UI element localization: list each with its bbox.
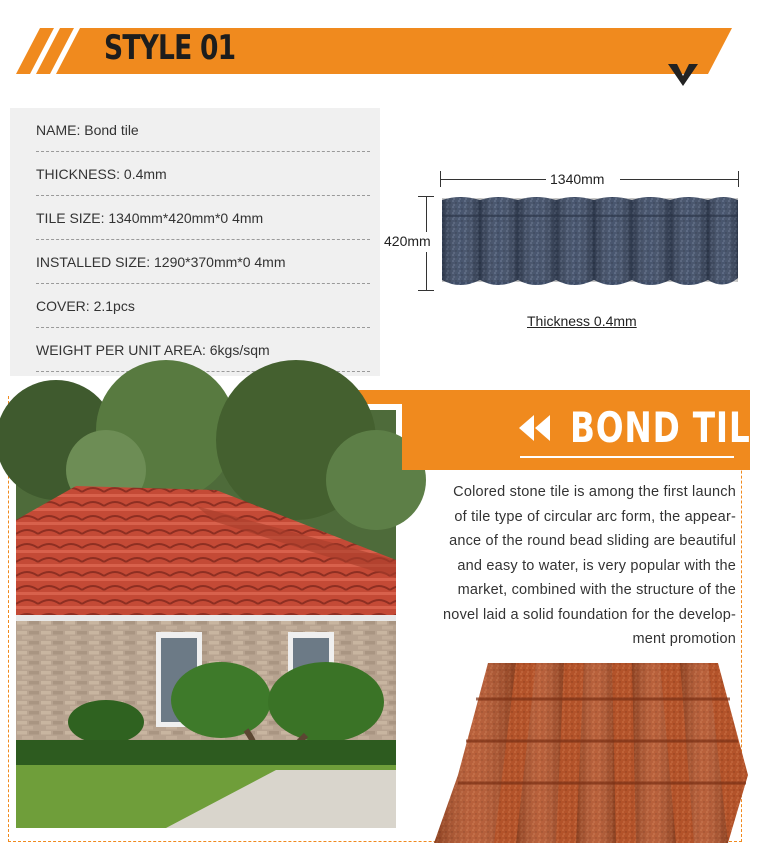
spec-label: TILE SIZE: <box>36 210 105 226</box>
chevron-down-icon <box>668 64 698 88</box>
spec-label: INSTALLED SIZE: <box>36 254 151 270</box>
bond-tile-title: BOND TILE <box>570 403 774 452</box>
spec-row-installed-size <box>36 240 370 284</box>
orange-accent-bar <box>342 390 750 404</box>
dim-tick <box>418 290 434 291</box>
product-description <box>414 480 736 652</box>
spec-value: 0.4mm <box>123 166 167 182</box>
spec-label: WEIGHT PER UNIT AREA: <box>36 342 206 358</box>
description-line: market, combined with the structure of the <box>457 582 736 598</box>
description-line: and easy to water, is very popular with the <box>457 557 736 574</box>
spec-panel <box>10 108 380 376</box>
width-label: 1340mm <box>550 171 605 187</box>
spec-value: 1290*370mm*0 4mm <box>154 254 286 270</box>
spec-label: THICKNESS: <box>36 166 121 182</box>
description-line: Colored stone tile is among the first launch <box>453 484 736 500</box>
spec-row-cover <box>36 284 370 328</box>
spec-value: Bond tile <box>84 122 139 138</box>
dim-line <box>440 179 546 180</box>
spec-row-name <box>36 108 370 152</box>
spec-row-tile-size <box>36 196 370 240</box>
description-line: of tile type of circular arc form, the appear- <box>454 508 736 525</box>
title-underline <box>520 456 734 458</box>
dim-line <box>426 252 427 290</box>
double-arrow-left-icon <box>518 413 552 443</box>
dim-tick <box>738 171 739 187</box>
dim-line <box>620 179 738 180</box>
style-title: STYLE 01 <box>104 28 236 68</box>
blue-tile-image <box>440 194 740 290</box>
spec-label: NAME: <box>36 122 81 138</box>
house-photo <box>16 410 396 828</box>
spec-row-thickness <box>36 152 370 196</box>
spec-value: 2.1pcs <box>93 298 135 314</box>
style-banner <box>0 0 750 100</box>
spec-value: 6kgs/sqm <box>209 342 270 358</box>
description-line: ance of the round bead sliding are beautiful <box>449 533 736 549</box>
thickness-label: Thickness 0.4mm <box>527 313 637 329</box>
spec-value: 1340mm*420mm*0 4mm <box>108 210 264 226</box>
red-tile-image <box>418 655 748 845</box>
description-line: novel laid a solid foundation for the develop- <box>443 606 736 623</box>
spec-label: COVER: <box>36 298 90 314</box>
height-label: 420mm <box>384 233 431 249</box>
dim-line <box>426 196 427 232</box>
description-line: ment promotion <box>632 631 736 647</box>
